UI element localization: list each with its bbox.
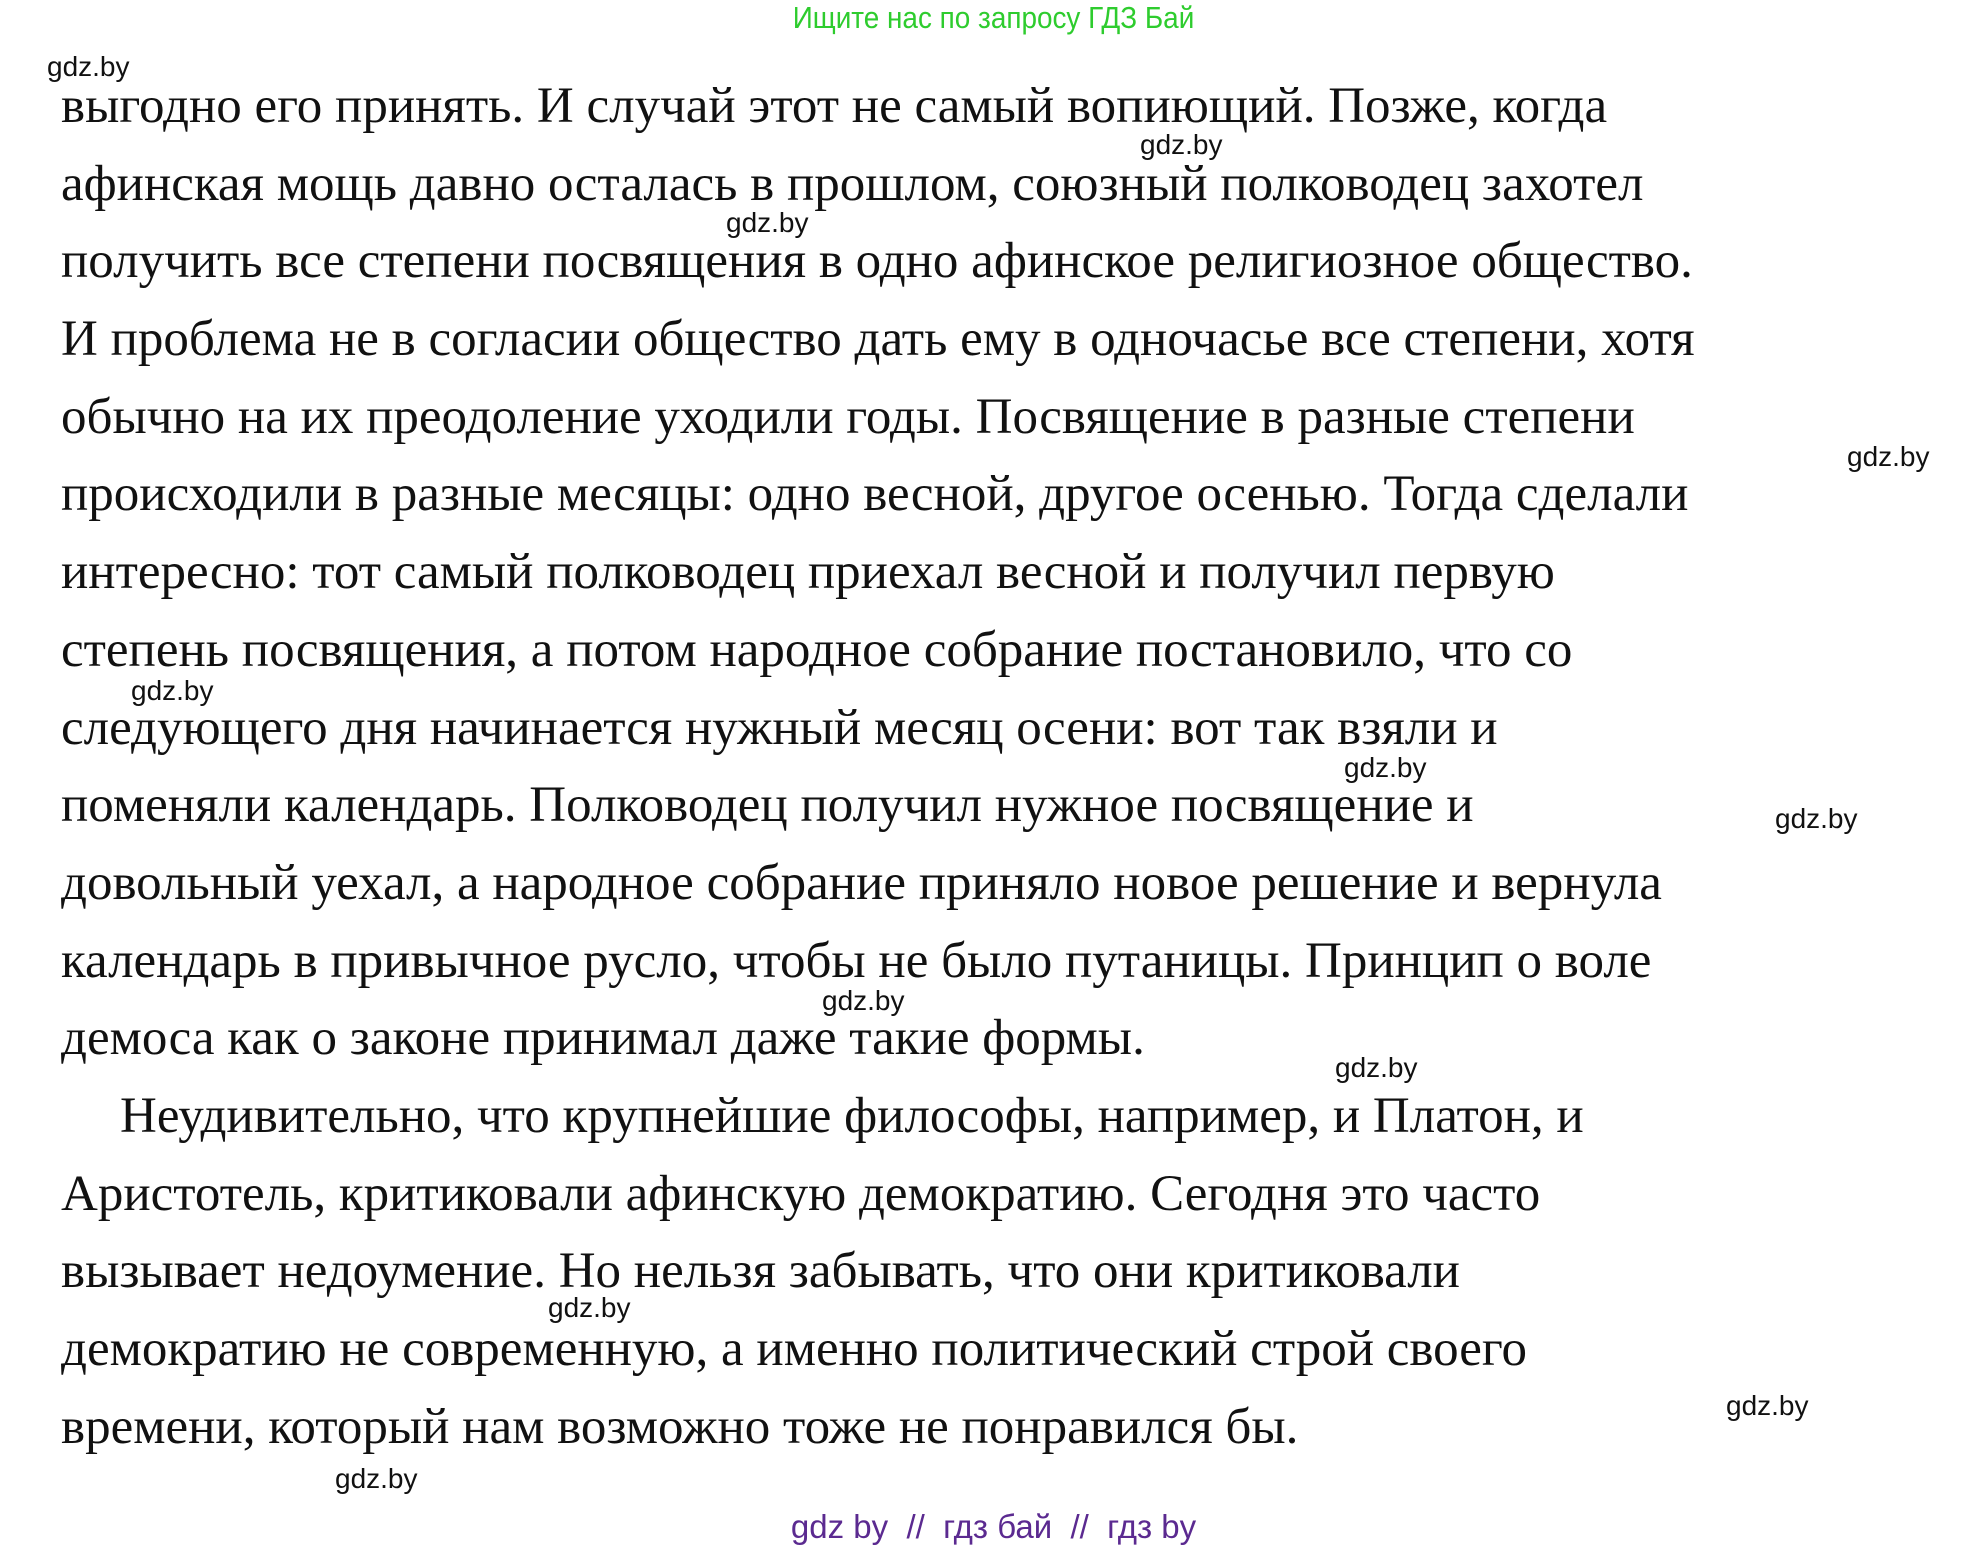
text-line: И проблема не в согласии общество дать ему в одночасье все степени, хотя <box>61 311 1695 368</box>
watermark: gdz.by <box>822 985 905 1016</box>
watermark: gdz.by <box>47 51 130 82</box>
text-line: интересно: тот самый полководец приехал весной и получил первую <box>61 544 1555 601</box>
text-line: демократию не современную, а именно политический строй своего <box>61 1321 1528 1377</box>
watermark: gdz.by <box>1344 752 1427 783</box>
text-line: Аристотель, критиковали афинскую демократию. Сегодня это часто <box>61 1165 1541 1222</box>
watermark: gdz.by <box>131 675 214 706</box>
search-hint-banner: Ищите нас по запросу ГДЗ Бай <box>792 0 1195 35</box>
watermark: gdz.by <box>1775 803 1858 834</box>
text-line: обычно на их преодоление уходили годы. Посвящение в разные степени <box>61 388 1635 445</box>
text-line: получить все степени посвящения в одно афинское религиозное общество. <box>61 233 1693 290</box>
watermark: gdz.by <box>1726 1390 1809 1421</box>
text-line: выгодно его принять. И случай этот не самый вопиющий. Позже, когда <box>61 78 1608 134</box>
watermark: gdz.by <box>726 207 809 238</box>
watermark: gdz.by <box>1140 129 1223 160</box>
text-line: афинская мощь давно осталась в прошлом, союзный полководец захотел <box>61 155 1644 212</box>
text-line: календарь в привычное русло, чтобы не было путаницы. Принцип о воле <box>61 932 1652 989</box>
text-line: вызывает недоумение. Но нельзя забывать, что они критиковали <box>61 1243 1460 1300</box>
text-line: происходили в разные месяцы: одно весной, другое осенью. Тогда сделали <box>61 466 1689 523</box>
text-line: поменяли календарь. Полководец получил нужное посвящение и <box>61 777 1474 834</box>
text-line: степень посвящения, а потом народное собрание постановило, что со <box>61 621 1573 678</box>
footer-links: gdz by // гдз бай // гдз by <box>790 1508 1197 1545</box>
text-line: довольный уехал, а народное собрание приняло новое решение и вернула <box>61 854 1662 911</box>
page-text <box>61 68 1961 1466</box>
watermark: gdz.by <box>1847 441 1930 472</box>
text-line: времени, который нам возможно тоже не понравился бы. <box>61 1398 1299 1455</box>
watermark: gdz.by <box>335 1463 418 1494</box>
text-line: демоса как о законе принимал даже такие формы. <box>61 1010 1145 1067</box>
paragraph-start-line: Неудивительно, что крупнейшие философы, например, и Платон, и <box>120 1087 1584 1144</box>
watermark: gdz.by <box>548 1292 631 1323</box>
watermark: gdz.by <box>1335 1052 1418 1083</box>
text-line: следующего дня начинается нужный месяц осени: вот так взяли и <box>61 699 1498 756</box>
